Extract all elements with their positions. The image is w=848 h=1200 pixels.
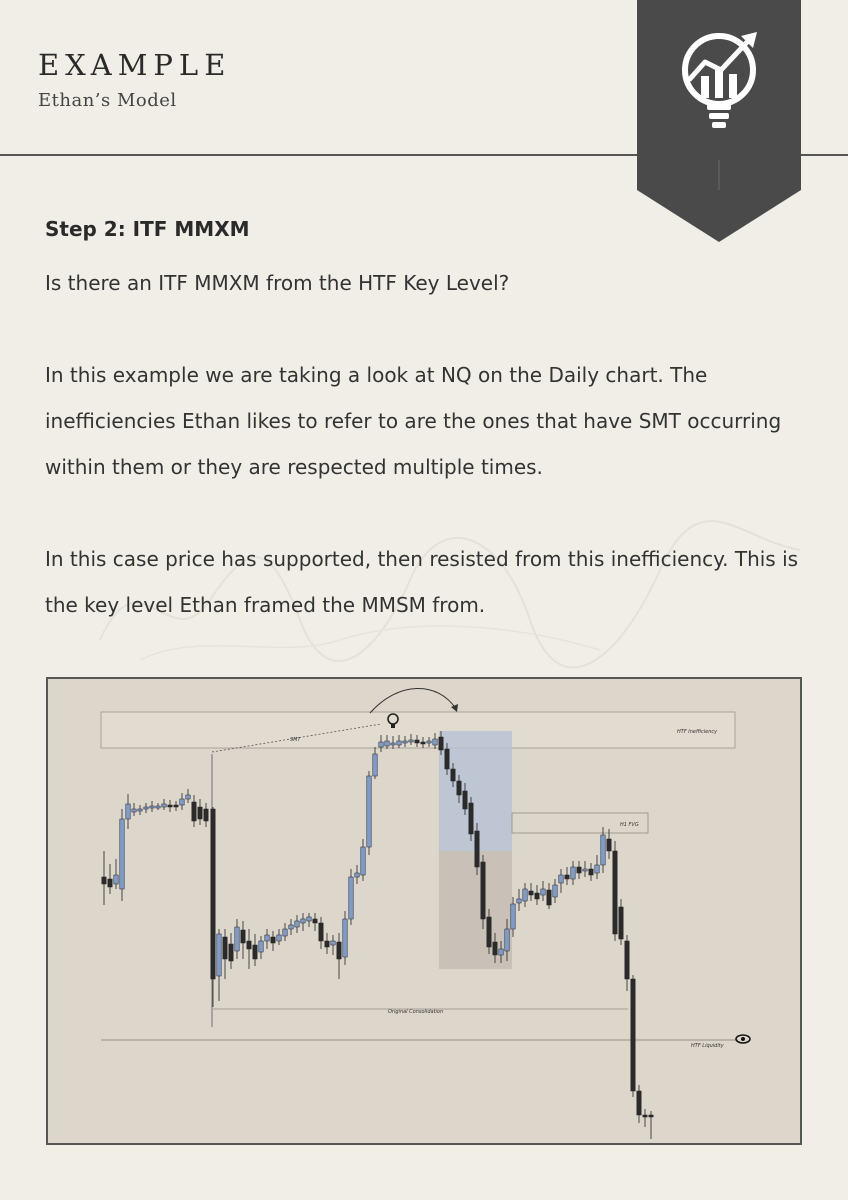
candle-body [607,839,611,851]
candle-body [403,741,407,743]
candle-body [361,847,365,875]
candle-body [613,851,617,934]
candle-body [253,945,257,959]
candle-body [343,919,347,957]
candle-body [409,740,413,742]
candle-body [619,907,623,939]
candle-body [295,921,299,927]
candle-body [217,934,221,976]
question-text: Is there an ITF MMXM from the HTF Key Level? [45,271,510,295]
candle-body [307,917,311,921]
h1-fvg-label: H1 FVG [620,822,639,828]
candles-group [102,731,653,1139]
candle-body [637,1091,641,1115]
paragraph-1: In this example we are taking a look at NQ on the Daily chart. The inefficiencies Ethan likes to refer to are the ones that have SMT occurring within them or they are respected multiple times. [45,363,782,479]
candle-body [421,742,425,744]
candle-body [373,754,377,776]
candle-body [469,803,473,834]
candle-body [493,942,497,955]
candle-body [535,893,539,899]
candle-body [583,869,587,871]
candle-body [126,804,130,819]
content-area [45,212,815,628]
candle-body [150,806,154,808]
candle-body [120,819,124,889]
candle-body [102,877,106,884]
candle-body [313,919,317,923]
step-title: Step 2: ITF MMXM [45,217,250,241]
candle-body [331,941,335,945]
candle-body [589,869,593,875]
candle-body [144,807,148,809]
smt-label: SMT [290,737,301,743]
candle-body [283,929,287,936]
candle-body [433,739,437,745]
candle-body [445,749,449,769]
candle-body [289,925,293,929]
candle-body [577,867,581,873]
candle-body [180,799,184,805]
candle-body [391,743,395,745]
candle-body [439,737,443,750]
candle-body [487,917,491,947]
paragraph-2: In this case price has supported, then resisted from this inefficiency. This is the key level Ethan framed the MMSM from. [45,547,799,617]
candle-body [451,769,455,781]
candle-body [547,890,551,905]
candle-body [571,867,575,879]
section-eyebrow: EXAMPLE [38,48,232,82]
candle-body [553,885,557,897]
candle-body [301,919,305,923]
candle-body [265,935,269,941]
candle-body [565,875,569,879]
candlestick-chart [48,679,800,1143]
candle-body [529,891,533,895]
candle-body [114,875,118,884]
candle-body [198,807,202,819]
candle-body [319,923,323,941]
candle-body [229,944,233,961]
candle-body [211,809,215,979]
candle-body [277,935,281,941]
candle-body [325,941,329,947]
candle-body [457,781,461,795]
candle-body [475,831,479,867]
candle-body [156,806,160,808]
candle-body [132,809,136,812]
htf-inefficiency-label: HTF Inefficiency [677,729,718,735]
candle-body [235,927,239,951]
logo-ribbon [637,0,801,242]
candle-body [601,835,605,865]
candle-body [517,899,521,903]
candle-body [625,941,629,979]
candle-body [271,937,275,943]
candle-body [559,875,563,883]
candle-body [108,879,112,887]
candle-body [649,1115,653,1117]
candle-body [223,937,227,959]
candle-body [259,941,263,952]
candle-body [631,979,635,1091]
candle-body [505,929,509,951]
candle-body [463,791,467,809]
candle-body [541,889,545,895]
candle-body [192,802,196,821]
candle-body [379,742,383,747]
candle-body [186,795,190,799]
candle-body [349,877,353,919]
candle-body [241,930,245,943]
candle-body [397,741,401,745]
candle-body [247,941,251,949]
candle-body [168,805,172,807]
arc-arrow-icon [370,688,456,713]
candle-body [138,809,142,811]
candle-body [499,949,503,955]
original-consolidation-label: Original Consolidation [388,1009,444,1015]
section-subtitle: Ethan’s Model [38,90,177,111]
candle-body [481,862,485,919]
candle-body [204,809,208,821]
candle-body [427,741,431,743]
candle-body [415,740,419,743]
candle-body [385,741,389,746]
chart-frame [46,677,802,1145]
candle-body [355,873,359,877]
candle-body [523,889,527,901]
candle-body [174,805,178,807]
candle-body [511,904,515,929]
candle-body [337,942,341,959]
eye-icon [736,1035,750,1043]
candle-body [595,865,599,873]
candle-body [643,1115,647,1117]
htf-liquidity-label: HTF Liquidity [691,1043,724,1049]
candle-body [162,804,166,807]
candle-body [367,776,371,847]
